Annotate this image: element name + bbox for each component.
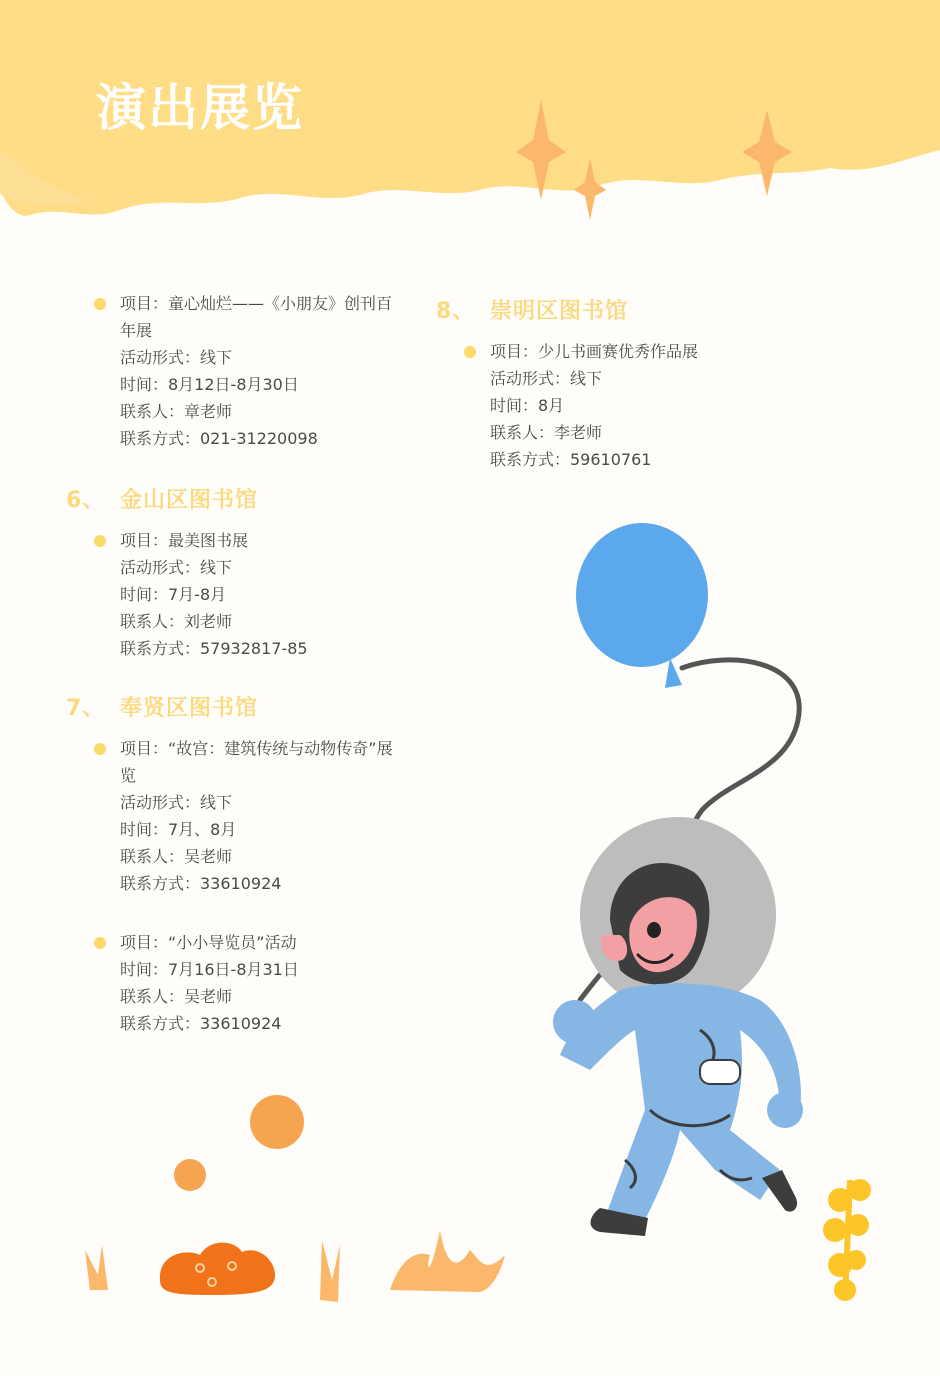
item-line: 时间：8月 <box>490 396 565 415</box>
exhibit-item <box>120 735 393 897</box>
section-name: 金山区图书馆 <box>120 488 259 513</box>
planet-illustration <box>174 1095 304 1191</box>
exhibit-item <box>490 338 698 473</box>
bullet-dot <box>94 535 106 547</box>
item-line: 活动形式：线下 <box>120 793 233 812</box>
item-line: 联系人：章老师 <box>120 402 233 421</box>
exhibit-item <box>120 290 392 452</box>
item-line: 项目：最美图书展 <box>120 531 249 550</box>
item-line: 联系方式：57932817-85 <box>120 639 308 658</box>
item-line: 时间：8月12日-8月30日 <box>120 375 299 394</box>
item-line: 项目：“故宫：建筑传统与动物传奇”展 <box>120 739 393 758</box>
bullet-dot <box>94 937 106 949</box>
grass-illustration <box>85 1230 505 1302</box>
bullet-dot <box>94 743 106 755</box>
balloon-illustration <box>576 523 708 688</box>
page-title: 演出展览 <box>96 79 304 137</box>
section-heading <box>436 294 628 325</box>
item-line: 项目：童心灿烂——《小朋友》创刊百 <box>120 294 393 313</box>
item-line: 项目：少儿书画赛优秀作品展 <box>490 342 699 361</box>
item-line: 联系方式：021-31220098 <box>120 429 318 448</box>
section-name: 崇明区图书馆 <box>490 299 629 324</box>
item-line: 活动形式：线下 <box>120 558 233 577</box>
item-line: 年展 <box>120 321 153 340</box>
item-line: 联系人：刘老师 <box>120 612 233 631</box>
item-line: 联系人：吴老师 <box>120 847 233 866</box>
section-number: 7、 <box>66 696 106 721</box>
item-line: 联系人：吴老师 <box>120 987 233 1006</box>
section-heading <box>66 483 258 514</box>
item-line: 活动形式：线下 <box>120 348 233 367</box>
section-number: 6、 <box>66 488 106 513</box>
item-line: 联系方式：59610761 <box>490 450 652 469</box>
item-line: 项目：“小小导览员”活动 <box>120 933 297 952</box>
bullet-dot <box>94 298 106 310</box>
section-name: 奉贤区图书馆 <box>120 696 259 721</box>
exhibit-item <box>120 527 308 662</box>
section-number: 8、 <box>436 299 476 324</box>
section-heading <box>66 691 258 722</box>
exhibit-item <box>120 929 299 1037</box>
item-line: 览 <box>120 766 137 785</box>
item-line: 时间：7月、8月 <box>120 820 237 839</box>
item-line: 时间：7月16日-8月31日 <box>120 960 299 979</box>
item-line: 联系人：李老师 <box>490 423 603 442</box>
item-line: 活动形式：线下 <box>490 369 603 388</box>
ground-decoration <box>60 1080 900 1320</box>
item-line: 时间：7月-8月 <box>120 585 227 604</box>
bullet-dot <box>464 346 476 358</box>
item-line: 联系方式：33610924 <box>120 1014 282 1033</box>
item-line: 联系方式：33610924 <box>120 874 282 893</box>
